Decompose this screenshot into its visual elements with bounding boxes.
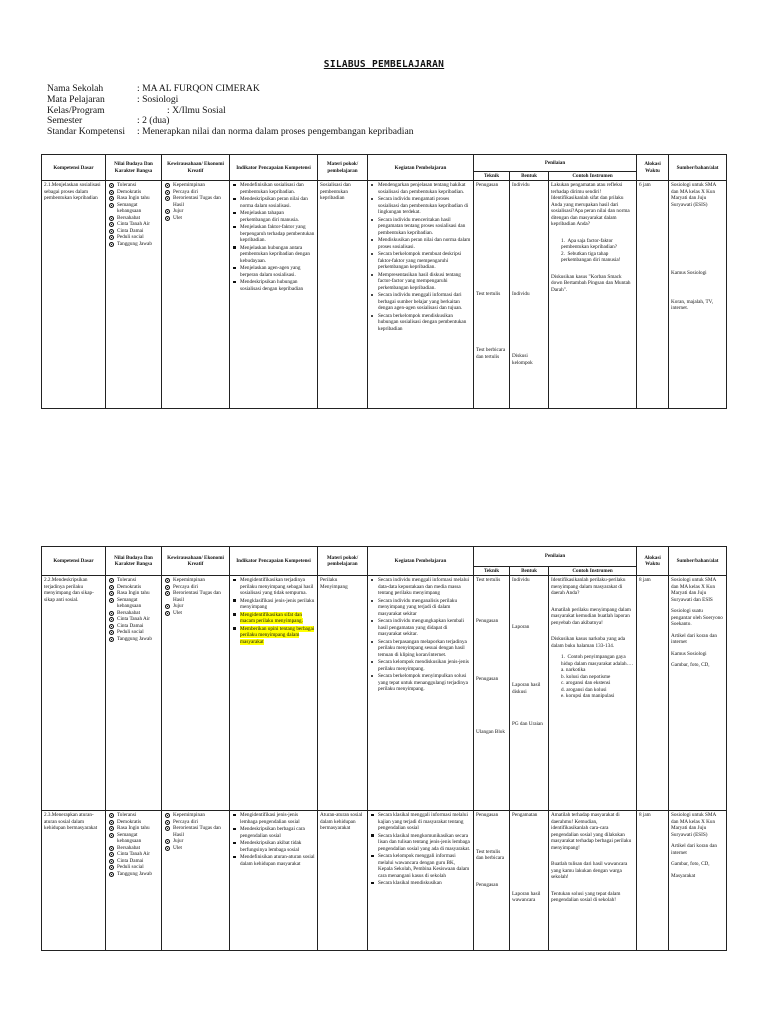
header-kegiatan: Kegiatan Pembelajaran [368, 155, 474, 181]
cell-kegiatan: Mendengarkan penjelasan tentang hakikat sosialisasi dan pembentukan kepribadian. Secara individu mengamati proses sosialisasi dan pembentukan kepribadian di lingkungan terdekat. Secara individu menceritakan hasil pengamatan tentang proses sosialisasi dan pembentukan kepribadian. Mendiskusikan peran nilai dan norma dalam proses sosialisasi. Secara berkelompok membuat deskripsi faktor-faktor yang mempengaruhi perkembangan kepribadian. Mempresentasikan hasil diskusi tentang factor-factor yang mempengaruhi perkembangan kepribadian. Secara individu menggali informasi dari berbagai sumber belajar yang berkaitan dengan agen-agen sosialisasi dan tujuan. Secara berkelompok mendiskusikan hubungan sosialisasi dengan pembentukan kepribadian [368, 181, 474, 409]
cell-bentuk: Pengamatan Laporan hasil wawancara [510, 811, 549, 951]
cell-contoh: Identifikasikanlah perilaku-perilaku menyimpang dalam masyarakat di daerah Anda? Amatilah perilaku menyimpang dalam masyarakat kemudian buatlah laporan penyebab dan akibatnya! Diskusikan kasus narkoba yang ada dalam buku halaman 133-134. 1. Contoh penyimpangan gaya hidup dalam masyarakat adalah…. a. narkotika b. kolusi dan nepotisme c. arogansi dan ekstensi d. arogansi dan kolusi e. korupsi dan manipulasi [549, 576, 637, 811]
header-materi: Materi pokok/ pembelajaran [318, 155, 368, 181]
cell-indikator: Mengidentifikasikan terjadinya perilaku menyimpang sebagai hasil sosialisasi yang tidak sempurna. Mengklasifikasi jenis-jenis perilaku menyimpang Mengidentifikasikan sifat dan macam perilaku menyimpang. Memberikan opini tentang berbagai perilaku menyimpang dalam masyarakat [230, 576, 318, 811]
cell-materi: Perilaku Menyimpang [318, 576, 368, 811]
cell-alokasi: 8 jam [637, 576, 669, 811]
cell-indikator: Mengidentifikasi jenis-jenis lembaga pengendalian sosial Mendeskripsikan berbagai cara pengendalian sosial Mendeskripsikan akibat tidak berfungsinya lembaga sosial Mendefinisikan aturan-aturan sosial dalam kehidupan masyarakat [230, 811, 318, 951]
header-kd: Kompetensi Dasar [42, 155, 106, 181]
highlighted-indicator: Memberikan opini tentang berbagai perilaku menyimpang dalam masyarakat [240, 625, 315, 645]
cell-contoh: Amatilah terhadap masyarakat di daerahmu! Kemudian, identifikasikanlah cara-cara pengendalian sosial yang dilakukan masyarakat terhadap berbagai perilaku menyimpang! Buatlah tulisan dari hasil wawancara yang kamu lakukan dengan warga sekolah! Tentukan solusi yang tepat dalam pengendalian sosial di sekolah! [549, 811, 637, 951]
cell-teknik: Test tertulis Penugasan Penugasan Ulangan Blok [474, 576, 510, 811]
highlighted-indicator: Mengidentifikasikan sifat dan macam perilaku menyimpang. [240, 611, 303, 625]
cell-materi: Aturan-aturan sosial dalam kehidupan bermasyarakat [318, 811, 368, 951]
header-sumber: Sumber/bahan/alat [669, 155, 727, 181]
header-contoh: Contoh Instrumen [549, 172, 637, 181]
cell-bentuk: Individu Individu Diskusi kelompok [510, 181, 549, 409]
cell-kewira: Kepemimpinan Percaya diri Berorientasi Tugas dan Hasil Jujur Ulet [162, 181, 230, 409]
cell-contoh: Lakukan pengamatan atau refleksi terhadap dirimu sendiri! Identifikasikanlah sifat dan prilaku Anda yang merupakan hasil dari sosialisasi?Apa peran nilai dan norma ditengan dan masyarakat dalam kepribadian Anda? 1. Apa saja factor-faktor pembentukan kepribadian? 2. Sebutkan tiga tahap perkembangan diri manusia! Diskusikan kasus "Korban Smack down Bertambah Pingsan dan Muntah Darah". [549, 181, 637, 409]
header-nilai: Nilai Budaya Dan Karakter Bangsa [106, 155, 162, 181]
cell-bentuk: Individu Laporan Laporan hasil diskusi PG dan Uraian [510, 576, 549, 811]
cell-alokasi: 6 jam [637, 181, 669, 409]
header-penilaian: Penilaian [474, 155, 637, 172]
header-kewira: Kewirausahaan/ Ekonomi Kreatif [162, 155, 230, 181]
meta-row-subject: Mata Pelajaran : Sosiologi [47, 93, 179, 105]
table-row [42, 576, 727, 811]
document-title: SILABUS PEMBELAJARAN [323, 59, 445, 70]
header-indikator: Indikator Pencapaian Kompetensi [230, 155, 318, 181]
header-alokasi: Alokasi Waktu [637, 155, 669, 181]
cell-alokasi: 8 jam [637, 811, 669, 951]
cell-nilai: Toleransi Demokratis Rasa Ingin tahu Semangat kebangsaan Bersahabat Cinta Tanah Air Cinta Damai Peduli social Tanggung Jawab [106, 811, 162, 951]
syllabus-table-2: Kompetensi Dasar Nilai Budaya Dan Karakter Bangsa Kewirausahaan/ Ekonomi Kreatif Indikator Pencapaian Kompetensi Materi pokok/ pembelajaran Kegiatan Pembelajaran Penilaian Alokasi Waktu Sumber/bahan/alat Teknik Bentuk Contoh Instrumen 2.2.Mendeskripsikan terjadinya perilaku menyimpang dan sikap-sikap anti sosial. Toleransi Demokratis Rasa Ingin tahu Semangat kebangsaan Bersahabat Cinta Tanah Air Cinta Damai Peduli social Tanggung Jawab Kepemimpinan Percaya diri Berorientasi Tugas dan Hasil Jujur Ulet Mengidentifikasikan terjadinya perilaku menyimpang sebagai hasil sosialisasi yang tidak sempurna. Mengklasifikasi jenis-jenis perilaku menyimpang Mengidentifikasikan sifat dan macam perilaku menyimpang. Memberikan opini tentang berbagai perilaku menyimpang dalam masyarakat Perilaku Menyimpang Secara individu menggali informasi melalui data-data kepustakaan dan media massa tentang perilaku menyimpang Secara individu menganalisis perilaku menyimpang yang terjadi di dalam masyarakat sekitar Secara individu mengungkapkan kembali hasil pengamatan yang didapat di masyarakat sekitar. Secara berpasangan melaporkan terjadinya perilaku menyimpang sesuai dengan hasil temuan di kliping koran/internet. Secara kelompok mendiskusikan jenis-jenis perilaku menyimpang. Secara berkelompok menyimpulkan solusi yang tepat untuk menanggulangi terjadinya perilaku menyimpang. Test tertulis Penugasan Penugasan Ulangan Blok Individu Laporan Laporan hasil diskusi PG dan Uraian Identifikasikanlah perilaku-perilaku menyimpang dalam masyarakat di daerah Anda? Amatilah perilaku menyimpang dalam masyarakat kemudian buatlah laporan penyebab dan akibatnya! Diskusikan kasus narkoba yang ada dalam buku halaman 133-134. 1. Contoh penyimpangan gaya hidup dalam masyarakat adalah…. a. narkotika b. kolusi dan nepotisme c. arogansi dan ekstensi d. arogansi dan kolusi e. korupsi dan manipulasi 8 jam Sosiologi untuk SMA dan MA kelas X Kun Maryati dan Juju Suryawati dan ESIS Sosiologi suatu pengantar oleh Soeryono Soekanto. Artikel dari koran dan internet Kamus Sosiologi Gambar, foto, CD, 2.3.Menerapkan aturan-aturan sosial dalam kehidupan bermasyarakat Toleransi Demokratis Rasa Ingin tahu Semangat kebangsaan Bersahabat Cinta Tanah Air Cinta Damai Peduli social Tanggung Jawab Kepemimpinan Percaya diri Berorientasi Tugas dan Hasil Jujur Ulet Mengidentifikasi jenis-jenis lembaga pengendalian sosial Mendeskripsikan berbagai cara pengendalian sosial Mendeskripsikan akibat tidak berfungsinya lembaga sosial Mendefinisikan aturan-aturan sosial dalam kehidupan masyarakat Aturan-aturan sosial dalam kehidupan bermasyarakat Secara klasikal menggali informasi melalui kajian yang terjadi di masyarakat tentang pengendalian sosial Secara klasikal mengkomunikasikan secara lisan dan tulisan tentang jenis-jenis lembaga pengendalian sosial yang ada di masyarakat. Secara kelompok menggali informasi melalui wawancara dengan guru BK, Kepala Sekolah, Pembina Kesiswaan dalam cara menangani kasus di sekolah Secara klasikal mendiskusikan Penugasan Test tertulis dan berbicara Penugasan Pengamatan Laporan hasil wawancara Amatilah terhadap masyarakat di daerahmu! Kemudian, identifikasikanlah cara-cara pengendalian sosial yang dilakukan masyarakat terhadap berbagai perilaku menyimpang! Buatlah tulisan dari hasil wawancara yang kamu lakukan dengan warga sekolah! Tentukan solusi yang tepat dalam pengendalian sosial di sekolah! 8 jam Sosiologi untuk SMA dan MA kelas X Kun Maryati dan Juju Suryawati (ESIS) Artikel dari koran dan internet Gambar, foto, CD, Masyarakat [41, 546, 727, 951]
cell-kewira: Kepemimpinan Percaya diri Berorientasi Tugas dan Hasil Jujur Ulet [162, 576, 230, 811]
table-row [42, 811, 727, 951]
syllabus-table-1 [41, 154, 727, 409]
header-bentuk: Bentuk [510, 172, 549, 181]
document-meta [47, 84, 414, 138]
cell-kd: 2.2.Mendeskripsikan terjadinya perilaku menyimpang dan sikap-sikap anti sosial. [42, 576, 106, 811]
header-teknik: Teknik [474, 172, 510, 181]
cell-kd: 2.3.Menerapkan aturan-aturan sosial dalam kehidupan bermasyarakat [42, 811, 106, 951]
meta-row-standard: Standar Kompetensi : Menerapkan nilai dan norma dalam proses pengembangan kepribadian [47, 126, 414, 138]
cell-kegiatan: Secara individu menggali informasi melalui data-data kepustakaan dan media massa tentang perilaku menyimpang Secara individu menganalisis perilaku menyimpang yang terjadi di dalam masyarakat sekitar Secara individu mengungkapkan kembali hasil pengamatan yang didapat di masyarakat sekitar. Secara berpasangan melaporkan terjadinya perilaku menyimpang sesuai dengan hasil temuan di kliping koran/internet. Secara kelompok mendiskusikan jenis-jenis perilaku menyimpang. Secara berkelompok menyimpulkan solusi yang tepat untuk menanggulangi terjadinya perilaku menyimpang. [368, 576, 474, 811]
meta-row-school: Nama Sekolah : MA AL FURQON CIMERAK [47, 83, 260, 94]
cell-sumber: Sosiologi untuk SMA dan MA kelas X Kun Maryati dan Juju Suryawati dan ESIS Sosiologi suatu pengantar oleh Soeryono Soekanto. Artikel dari koran dan internet Kamus Sosiologi Gambar, foto, CD, [669, 576, 727, 811]
table-row [42, 181, 727, 409]
cell-nilai: Toleransi Demokratis Rasa Ingin tahu Semangat kebangsaan Bersahabat Cinta Tanah Air Cinta Damai Peduli social Tanggung Jawab [106, 181, 162, 409]
meta-row-class: Kelas/Program : X/Ilmu Sosial [47, 104, 226, 116]
cell-teknik: Penugasan Test tertulis Test berbicara dan tertulis [474, 181, 510, 409]
cell-materi: Sosialisasi dan pembentukan kepribadian [318, 181, 368, 409]
cell-sumber: Sosiologi untuk SMA dan MA kelas X Kun Maryati dan Juju Suryawati (ESIS) Artikel dari koran dan internet Gambar, foto, CD, Masyarakat [669, 811, 727, 951]
cell-kegiatan: Secara klasikal menggali informasi melalui kajian yang terjadi di masyarakat tentang pengendalian sosial Secara klasikal mengkomunikasikan secara lisan dan tulisan tentang jenis-jenis lembaga pengendalian sosial yang ada di masyarakat. Secara kelompok menggali informasi melalui wawancara dengan guru BK, Kepala Sekolah, Pembina Kesiswaan dalam cara menangani kasus di sekolah Secara klasikal mendiskusikan [368, 811, 474, 951]
cell-kd: 2.1.Menjelaskan sosialisasi sebagai proses dalam pembentukan kepribadian [42, 181, 106, 409]
cell-indikator: Mendefinisikan sosialisasi dan pembentukan kepribadian. Mendeskripsikan peran nilai dan norma dalam sosialisasi. Menjelaskan tahapan perkembangan diri manusia. Menjelaskan faktor-faktor yang berpengaruh terhadap pembentukan kepribadian. Menjelaskan hubungan antara pembentukan kepribadian dengan kebudayaan. Menjelaskan agen-agen yang berperan dalam sosialisasi. Mendeskripsikan hubungan sosialisasi dengan kepribadian [230, 181, 318, 409]
cell-sumber: Sosiologi untuk SMA dan MA kelas X Kun Maryati dan Juju Suryawati (ESIS) Kamus Sosiologi Koran, majalah, TV, internet. [669, 181, 727, 409]
cell-teknik: Penugasan Test tertulis dan berbicara Penugasan [474, 811, 510, 951]
meta-row-semester: Semester : 2 (dua) [47, 115, 170, 127]
cell-nilai: Toleransi Demokratis Rasa Ingin tahu Semangat kebangsaan Bersahabat Cinta Tanah Air Cinta Damai Peduli social Tanggung Jawab [106, 576, 162, 811]
cell-kewira: Kepemimpinan Percaya diri Berorientasi Tugas dan Hasil Jujur Ulet [162, 811, 230, 951]
